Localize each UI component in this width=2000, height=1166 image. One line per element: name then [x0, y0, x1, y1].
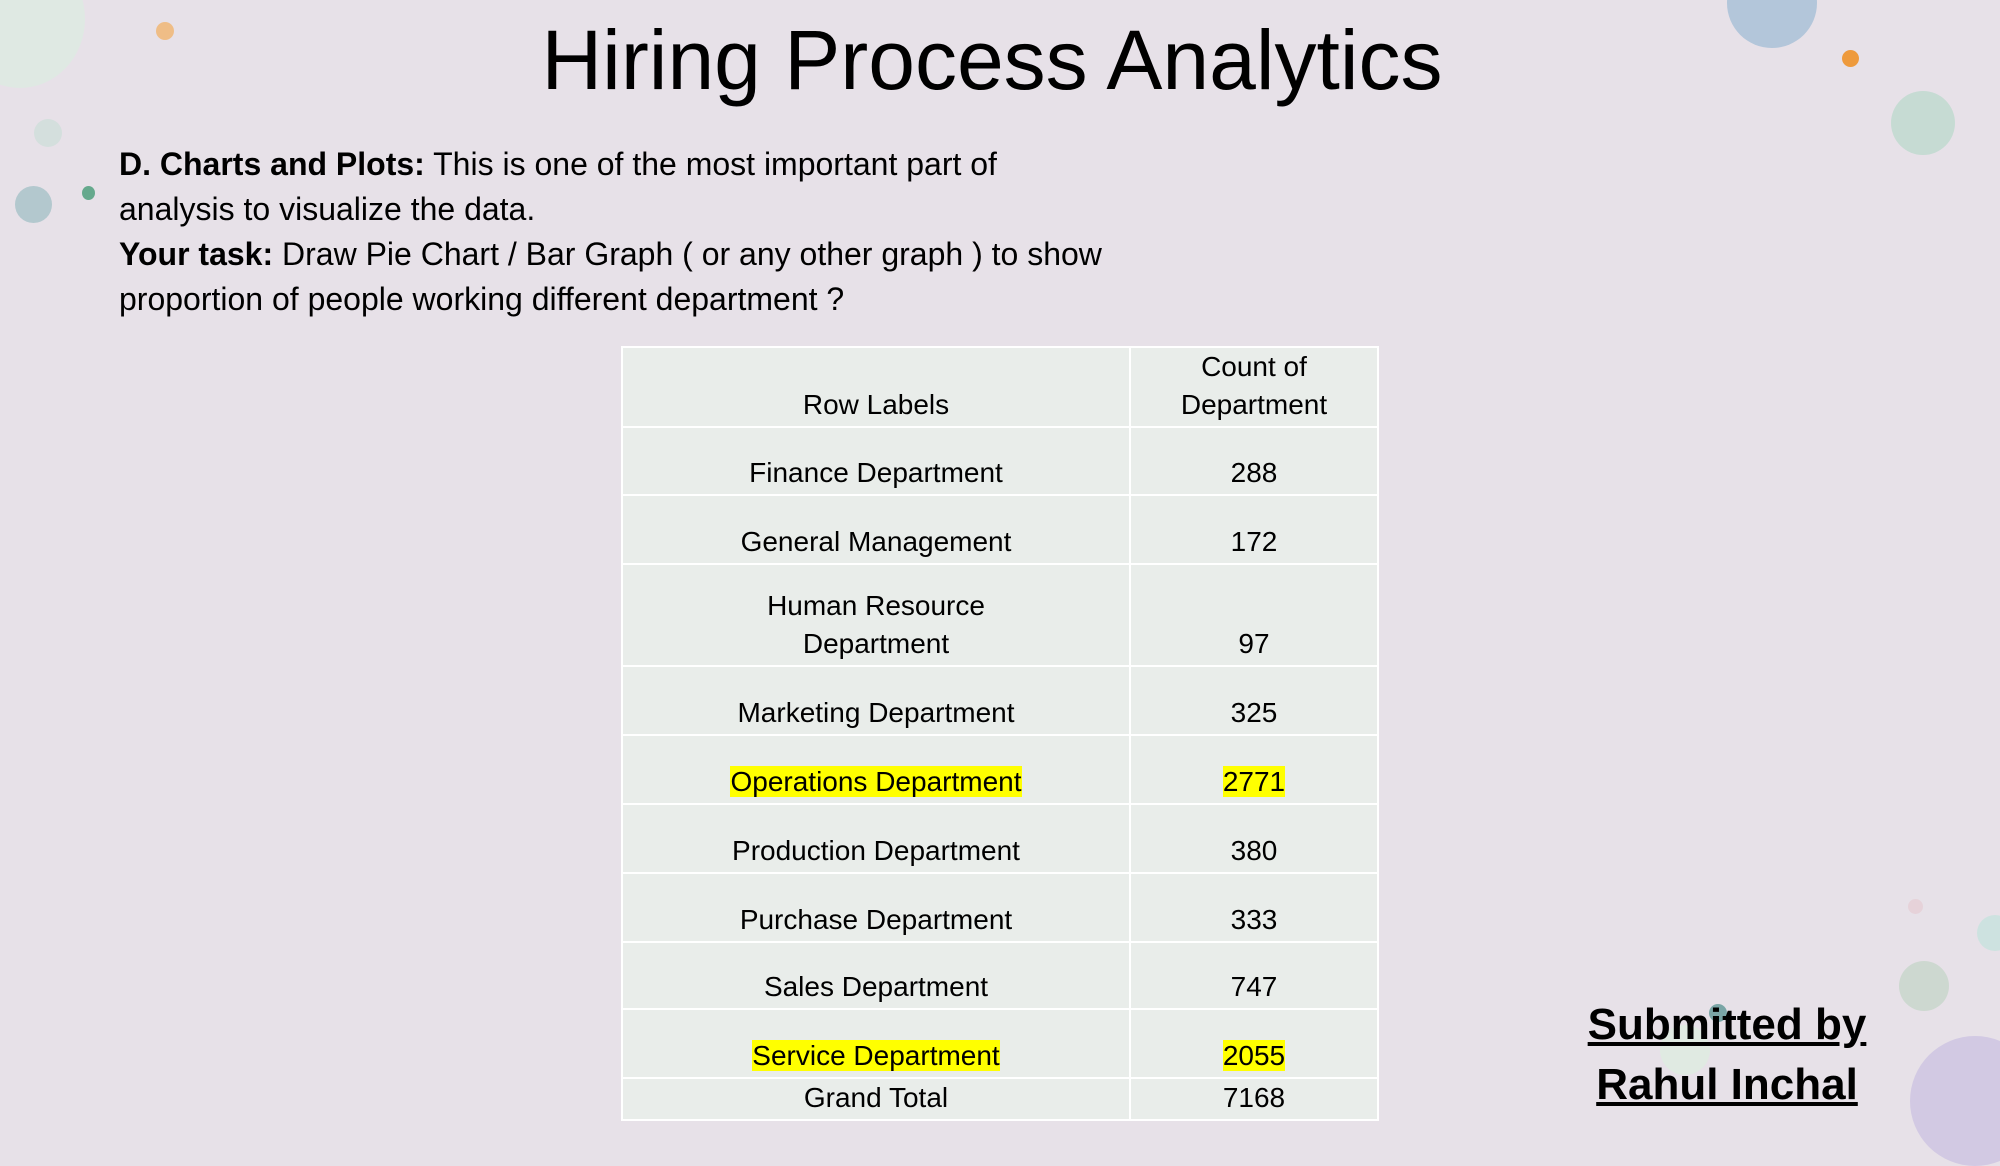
row-label-highlighted: Operations Department [730, 766, 1022, 797]
table-total-row [622, 1078, 1378, 1120]
row-label: Sales Department [763, 971, 989, 1002]
decor-circle [82, 186, 95, 200]
total-label: Grand Total [803, 1082, 949, 1113]
table-row [622, 666, 1378, 735]
table-header [622, 347, 1378, 427]
total-count: 7168 [1222, 1082, 1286, 1113]
row-count-highlighted: 2055 [1222, 1040, 1286, 1071]
row-count: 172 [1230, 526, 1278, 557]
table-row [622, 495, 1378, 564]
submitted-by [1527, 995, 1927, 1115]
author-name: Rahul Inchal [1596, 1060, 1858, 1109]
row-label-highlighted: Service Department [752, 1040, 1000, 1071]
header-count: Count of Department [1130, 347, 1378, 427]
row-label: Human Resource Department [767, 590, 985, 659]
row-count: 288 [1230, 457, 1278, 488]
table-row [622, 804, 1378, 873]
table-row [622, 1009, 1378, 1078]
row-label: General Management [740, 526, 1012, 557]
row-count: 380 [1230, 835, 1278, 866]
row-label: Production Department [732, 835, 1020, 866]
row-label: Finance Department [749, 457, 1003, 488]
page-title: Hiring Process Analytics [541, 13, 1443, 107]
task-text: Draw Pie Chart / Bar Graph ( or any other graph ) to show proportion of people working different department ? [119, 236, 1102, 317]
row-label: Purchase Department [739, 904, 1013, 935]
department-count-table [621, 346, 1379, 1121]
header-row-labels: Row Labels [622, 347, 1130, 427]
decor-circle [1908, 899, 1923, 914]
decor-circle [15, 186, 52, 223]
row-count: 333 [1230, 904, 1278, 935]
table-row [622, 735, 1378, 804]
row-count-highlighted: 2771 [1222, 766, 1286, 797]
table-row [622, 564, 1378, 666]
decor-circle [34, 119, 62, 147]
task-label: Your task: [119, 236, 274, 272]
row-count: 747 [1230, 971, 1278, 1002]
row-label: Marketing Department [737, 697, 1015, 728]
row-count: 97 [1238, 628, 1270, 659]
submitted-by-label: Submitted by [1587, 1000, 1867, 1049]
table-row [622, 873, 1378, 942]
row-count: 325 [1230, 697, 1278, 728]
section-text: This is one of the most important part of analysis to visualize the data. [119, 146, 997, 227]
table-row [622, 942, 1378, 1009]
section-label: D. Charts and Plots: [119, 146, 425, 182]
table-row [622, 427, 1378, 495]
task-description [119, 142, 1119, 322]
decor-circle [1977, 915, 2000, 951]
